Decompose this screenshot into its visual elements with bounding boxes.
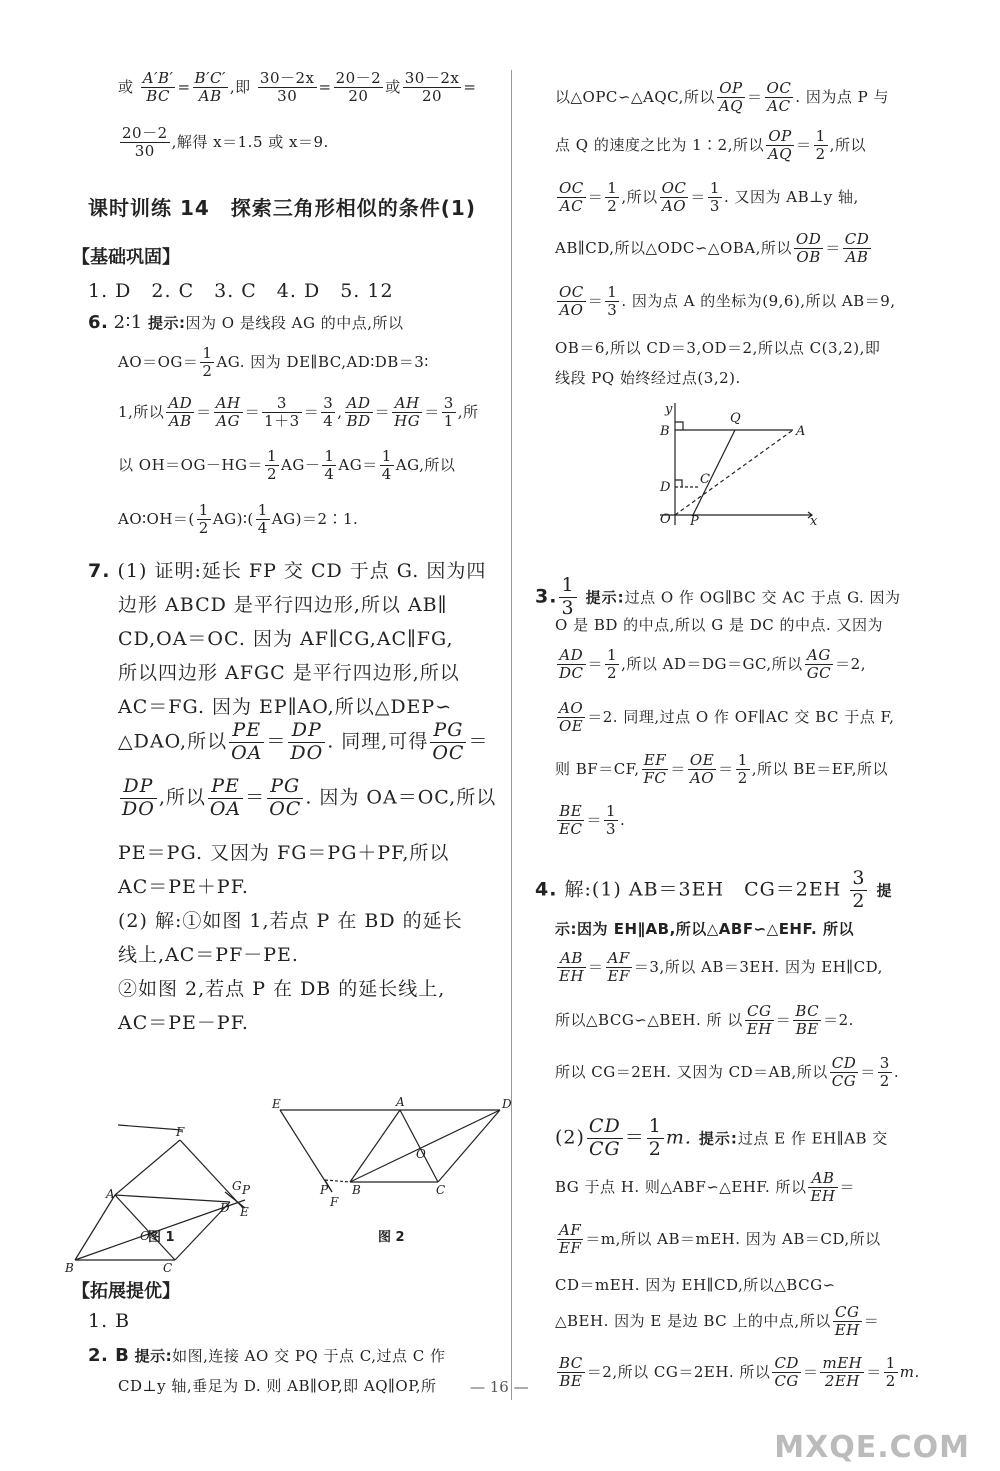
graph-label-p: P [690,514,699,529]
q7-line-6: △DAO,所以 $\frac{PE}{OA}$ ＝ $\frac{DP}{DO}$ . 同理,可得 $\frac{PG}{OC}$ ＝ [118,719,489,764]
q4-line-10: △BEH. 因为 E 是边 BC 上的中点,所以 $\frac{CG}{EH}$ ＝ [555,1303,880,1340]
fig1-label-p: P [242,1183,251,1197]
r-line-6: OB＝6,所以 CD＝3,OD＝2,所以点 C(3,2),即 [555,339,881,357]
fig1-fg [180,1140,243,1208]
q7-line-11: 线上,AC＝PF－PE. [118,944,299,966]
q4-line-5: 所以 CG＝2EH. 又因为 CD＝AB,所以 $\frac{CD}{CG}$ ＝ $\frac{3}{2}$ . [555,1054,900,1091]
fig2-ef [280,1110,332,1192]
fig1-label-g: G [232,1179,242,1193]
lesson-title: 课时训练 14 探索三角形相似的条件(1) [88,196,476,220]
fig1-label-b: B [65,1261,74,1275]
fig2-ac [400,1110,438,1182]
q4-line-6: (2) $\frac{CD}{CG}$ ＝ $\frac{1}{2}$ m. 提示:过点 E 作 EH∥AB 交 [555,1115,888,1160]
fig2-label-a: A [396,1095,405,1109]
q3-line-4: $\frac{AO}{OE}$ ＝2. 同理,过点 O 作 OF∥AC 交 BC 于点 F, [559,699,895,736]
graph-right-angle-b2 [675,422,683,430]
fig2-dc [438,1110,500,1182]
graph-label-a: A [796,424,806,439]
ext-q2-line-2: CD⊥y 轴,垂足为 D. 则 AB∥OP,即 AQ∥OP,所 [118,1377,437,1395]
q7-line-3: CD,OA＝OC. 因为 AF∥CG,AC∥FG, [118,628,454,650]
graph-label-c: C [700,472,710,487]
q3-line-6: $\frac{BE}{EC}$ ＝ $\frac{1}{3}$ . [559,802,626,839]
q4-line-2: 示:因为 EH∥AB,所以△ABF∽△EHF. 所以 [555,920,854,938]
graph-label-b: B [660,424,670,439]
fig1-label-c: C [163,1261,173,1275]
fig1-caption: 图 1 [148,1230,175,1245]
ext-q2-line-1: 2. B 提示:如图,连接 AO 交 PQ 于点 C,过点 C 作 [88,1345,446,1366]
q6-line-1: 6. 2∶1 提示:因为 O 是线段 AG 的中点,所以 [88,312,404,333]
watermark: MXQE.COM [774,1430,970,1465]
fig2-label-d: D [502,1097,512,1111]
q4-line-8: $\frac{AF}{EF}$ ＝m,所以 AB＝mEH. 因为 AB＝CD,所以 [559,1221,881,1258]
graph-oa [675,430,793,515]
q7-line-9: AC＝PE＋PF. [118,876,249,898]
q6-line-2: AO＝OG＝ $\frac{1}{2}$ AG. 因为 DE∥BC,AD∶DB＝3∶ [118,344,429,381]
q6-line-3: 1,所以 $\frac{AD}{AB}$ ＝ $\frac{AH}{AG}$ ＝ $\frac{3}{1+3}$ ＝ $\frac{3}{4}$ , $\frac{AD}{BD}$ ＝ $\frac{AH}{HG}$ ＝ $\frac{3}{1}$ ,所 [118,394,479,431]
fig1-label-o: O [140,1229,150,1243]
r-line-5: $\frac{OC}{AO}$ ＝ $\frac{1}{3}$ . 因为点 A 的坐标为(9,6),所以 AB＝9, [559,283,896,320]
graph-label-x: x [810,514,818,529]
q7-line-13: AC＝PE－PF. [118,1012,249,1034]
graph-label-y: y [665,402,673,417]
fig1-fa [115,1140,180,1195]
q7-line-12: ②如图 2,若点 P 在 DB 的延长线上, [118,978,446,1000]
fig1-label-a: A [106,1187,115,1201]
coordinate-graph [650,402,830,535]
r-line-1: 以△OPC∽△AQC,所以 $\frac{OP}{AQ}$ ＝ $\frac{OC}{AC}$ . 因为点 P 与 [555,79,889,116]
q4-line-9: CD＝mEH. 因为 EH∥CD,所以△BCG∽ [555,1276,836,1294]
fig2-label-p: P [320,1183,329,1197]
q7-line-1: 7. (1) 证明:延长 FP 交 CD 于点 G. 因为四 [88,560,487,582]
q7-line-7: $\frac{DP}{DO}$ ,所以 $\frac{PE}{OA}$ ＝ $\frac{PG}{OC}$ . 因为 OA＝OC,所以 [122,775,497,820]
graph-right-angle-d [675,480,682,487]
r-line-7: 线段 PQ 始终经过点(3,2). [555,369,741,387]
q3-line-3: $\frac{AD}{DC}$ ＝ $\frac{1}{2}$ ,所以 AD＝DG＝GC,所以 $\frac{AG}{GC}$ ＝2, [559,646,866,683]
top-line-1: 或 $\frac{A'B'}{BC}$ = $\frac{B'C'}{AB}$ ,即 $\frac{30-2x}{30}$ = $\frac{20-2}{20}$ 或 $\frac{30-2x}{20}$ = [118,69,477,106]
r-line-4: AB∥CD,所以△ODC∽△OBA,所以 $\frac{OD}{OB}$ ＝ $\frac{CD}{AB}$ [555,230,870,267]
fig1-label-f: F [176,1125,185,1139]
q4-line-4: 所以△BCG∽△BEH. 所 以 $\frac{CG}{EH}$ ＝ $\frac{BC}{BE}$ ＝2. [555,1002,854,1039]
q7-line-10: (2) 解:①如图 1,若点 P 在 BD 的延长 [118,910,463,932]
ext-header: 【拓展提优】 [72,1281,180,1302]
fig1-label-e: E [240,1205,249,1219]
fig1-ab [75,1195,115,1260]
top-line-2: $\frac{20-2}{30}$ ,解得 x＝1.5 或 x＝9. [122,124,329,161]
page-number: — 16 — [470,1378,529,1396]
fig2-label-o: O [416,1147,426,1161]
q7-line-8: PE＝PG. 又因为 FG＝PG＋PF,所以 [118,842,450,864]
graph-label-q: Q [730,411,741,426]
fig2-bd [350,1110,500,1182]
fig2-caption: 图 2 [378,1230,405,1245]
q6-line-4: 以 OH＝OG－HG＝ $\frac{1}{2}$ AG－ $\frac{1}{4}$ AG＝ $\frac{1}{4}$ AG,所以 [118,447,456,484]
q7-line-5: AC＝FG. 因为 EP∥AO,所以△DEP∽ [118,696,453,718]
q3-line-5: 则 BF＝CF, $\frac{EF}{FC}$ ＝ $\frac{OE}{AO}$ ＝ $\frac{1}{2}$ ,所以 BE＝EF,所以 [555,751,889,788]
fig2-label-b: B [352,1183,361,1197]
q4-line-3: $\frac{AB}{EH}$ ＝ $\frac{AF}{EF}$ ＝3,所以 AB＝3EH. 因为 EH∥CD, [559,949,883,986]
q6-line-5: AO∶OH＝( $\frac{1}{2}$ AG)∶( $\frac{1}{4}$ AG)＝2∶1. [118,501,359,538]
fig2-label-e: E [272,1097,281,1111]
q3-line-2: O 是 BD 的中点,所以 G 是 DC 的中点. 又因为 [555,616,884,634]
ext-answer-1: 1. B [88,1310,131,1332]
fig2-label-f: F [330,1195,339,1209]
r-line-3: $\frac{OC}{AC}$ ＝ $\frac{1}{2}$ ,所以 $\frac{OC}{AO}$ ＝ $\frac{1}{3}$ . 又因为 AB⊥y 轴, [559,179,859,216]
basic-answers: 1. D 2. C 3. C 4. D 5. 12 [88,280,394,302]
fig1-label-d: D [220,1201,230,1215]
q4-line-11: $\frac{BC}{BE}$ ＝2,所以 CG＝2EH. 所以 $\frac{CD}{CG}$ ＝ $\frac{\text{mEH}}{2EH}$ ＝ $\frac{1}{2}$ m. [559,1354,920,1391]
basic-header: 【基础巩固】 [72,247,180,268]
fig2-ab [350,1110,400,1182]
q7-line-2: 边形 ABCD 是平行四边形,所以 AB∥ [118,594,448,616]
q4-line-7: BG 于点 H. 则△ABF∽△EHF. 所以 $\frac{AB}{EH}$ ＝ [555,1169,856,1206]
q3-line-1: 3. $\frac{1}{3}$ 提示:过点 O 作 OG∥BC 交 AC 于点 G. 因为 [535,574,901,619]
fig2-pb [325,1180,350,1182]
fig1-ad [115,1195,230,1202]
q7-line-4: 所以四边形 AFGC 是平行四边形,所以 [118,662,460,684]
graph-label-d: D [660,480,671,495]
q4-line-1: 4. 解:(1) AB＝3EH CG＝2EH $\frac{3}{2}$ 提 [535,867,893,912]
fig2-label-c: C [436,1183,446,1197]
graph-label-o: O [660,512,671,527]
r-line-2: 点 Q 的速度之比为 1∶2,所以 $\frac{OP}{AQ}$ ＝ $\frac{1}{2}$ ,所以 [555,127,866,164]
